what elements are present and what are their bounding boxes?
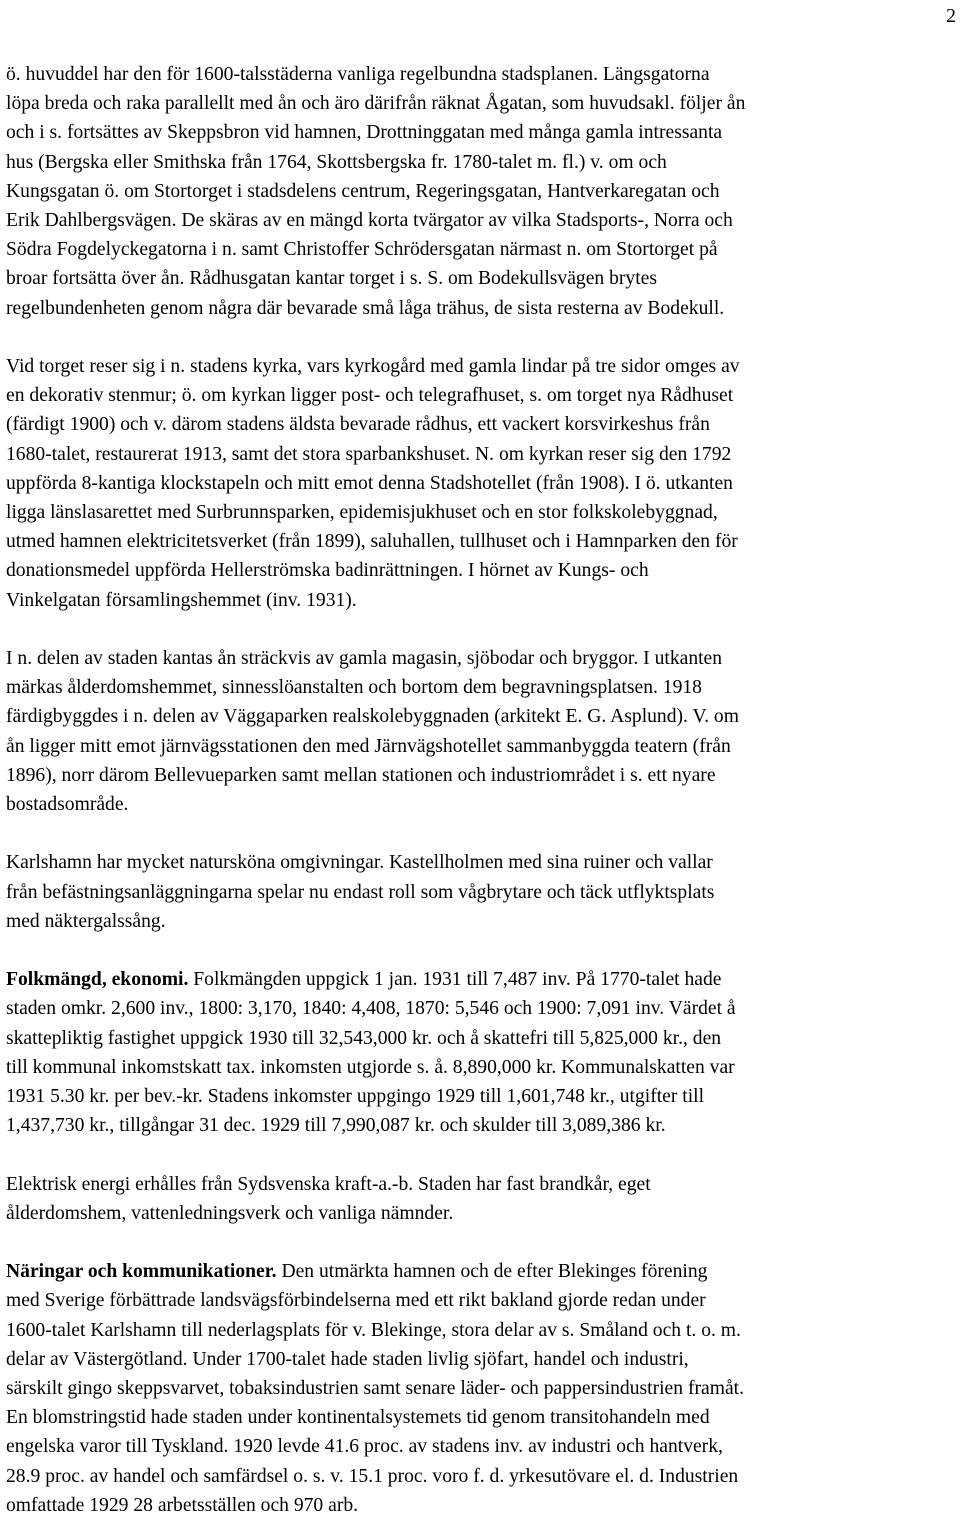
paragraph-population-economy <box>6 965 956 1140</box>
text-line: 1896), norr därom Bellevueparken samt mellan stationen och industriområdet i s. ett nyare <box>6 764 716 786</box>
text-line: uppförda 8-kantiga klockstapeln och mitt emot denna Stadshotellet (från 1908). I ö. utkanten <box>6 472 733 494</box>
text-line: regelbundenheten genom några där bevarade små låga trähus, de sista resterna av Bodekull. <box>6 297 725 319</box>
paragraph-trade-communications <box>6 1257 956 1520</box>
page-number: 2 <box>946 5 956 27</box>
text-line: till kommunal inkomstskatt tax. inkomsten utgjorde s. å. 8,890,000 kr. Kommunalskatten var <box>6 1056 735 1078</box>
text-line: staden omkr. 2,600 inv., 1800: 3,170, 1840: 4,408, 1870: 5,546 och 1900: 7,091 inv. Värdet å <box>6 998 736 1020</box>
text-line: 1,437,730 kr., tillgångar 31 dec. 1929 till 7,990,087 kr. och skulder till 3,089,386 kr. <box>6 1115 666 1137</box>
text-line: särskilt gingo skeppsvarvet, tobaksindustrien samt senare läder- och pappersindustrien framåt. <box>6 1378 744 1400</box>
text-line: 1931 5.30 kr. per bev.-kr. Stadens inkomster uppgingo 1929 till 1,601,748 kr., utgifter till <box>6 1086 705 1108</box>
paragraph-north-district <box>6 644 956 819</box>
paragraph-utilities <box>6 1170 956 1228</box>
text-line: engelska varor till Tyskland. 1920 levde 41.6 proc. av stadens inv. av industri och hantverk, <box>6 1436 723 1458</box>
text-line: löpa breda och raka parallellt med ån och äro därifrån räknat Ågatan, som huvudsakl. följer ån <box>6 93 746 115</box>
text-line: ö. huvuddel har den för 1600-talsstäderna vanliga regelbundna stadsplanen. Längsgatorna <box>6 64 710 85</box>
text-line: från befästningsanläggningarna spelar nu endast roll som vågbrytare och täck utflyktsplats <box>6 881 715 903</box>
text-line: delar av Västergötland. Under 1700-talet hade staden livlig sjöfart, handel och industri, <box>6 1348 689 1370</box>
text-line: bostadsområde. <box>6 794 129 816</box>
text-line: I n. delen av staden kantas ån sträckvis av gamla magasin, sjöbodar och bryggor. I utkanten <box>6 648 723 670</box>
paragraph-surroundings <box>6 848 956 936</box>
text-line: utmed hamnen elektricitetsverket (från 1899), saluhallen, tullhuset och i Hamnparken den för <box>6 531 738 553</box>
paragraph-street-plan <box>6 60 956 323</box>
text-line: Kungsgatan ö. om Stortorget i stadsdelens centrum, Regeringsgatan, Hantverkaregatan och <box>6 180 720 202</box>
text-line: ån ligger mitt emot järnvägsstationen den med Järnvägshotellet sammanbyggda teatern (från <box>6 735 731 757</box>
text-line: Södra Fogdelyckegatorna i n. samt Christoffer Schrödersgatan närmast n. om Stortorget på <box>6 239 718 261</box>
text-line: och i s. fortsättes av Skeppsbron vid hamnen, Drottninggatan med många gamla intressanta <box>6 122 723 144</box>
text-line: Erik Dahlbergsvägen. De skäras av en mängd korta tvärgator av vilka Stadsports-, Norra och <box>6 210 733 232</box>
text-line: med Sverige förbättrade landsvägsförbindelserna med ett rikt bakland gjorde redan under <box>6 1290 706 1312</box>
text-line: (färdigt 1900) och v. därom stadens äldsta bevarade rådhus, ett vackert korsvirkeshus från <box>6 414 710 436</box>
text-line: En blomstringstid hade staden under kontinentalsystemets tid genom transitohandeln med <box>6 1407 710 1429</box>
text-line: Elektrisk energi erhålles från Sydsvenska kraft-a.-b. Staden har fast brandkår, eget <box>6 1173 651 1195</box>
text-line: 1680-talet, restaurerat 1913, samt det stora sparbankshuset. N. om kyrkan reser sig den 1792 <box>6 443 732 465</box>
text-line: Folkmängden uppgick 1 jan. 1931 till 7,487 inv. På 1770-talet hade <box>188 969 722 991</box>
text-line: ligga länslasarettet med Surbrunnsparken, epidemisjukhuset och en stor folkskolebyggnad, <box>6 502 718 524</box>
text-line: 28.9 proc. av handel och samfärdsel o. s. v. 15.1 proc. voro f. d. yrkesutövare el. d. Industrien <box>6 1465 739 1487</box>
text-line: broar fortsätta över ån. Rådhusgatan kantar torget i s. S. om Bodekullsvägen brytes <box>6 268 657 290</box>
text-line: Vid torget reser sig i n. stadens kyrka, vars kyrkogård med gamla lindar på tre sidor omges av <box>6 356 740 378</box>
document-body <box>6 60 956 1520</box>
text-line: ålderdomshem, vattenledningsverk och vanliga nämnder. <box>6 1202 454 1224</box>
text-line: omfattade 1929 28 arbetsställen och 970 arb. <box>6 1494 359 1516</box>
text-line: med näktergalssång. <box>6 910 166 932</box>
text-line: 1600-talet Karlshamn till nederlagsplats för v. Blekinge, stora delar av s. Småland och t. o. m. <box>6 1319 741 1341</box>
text-line: Vinkelgatan församlingshemmet (inv. 1931). <box>6 589 357 611</box>
section-heading: Näringar och kommunikationer. <box>6 1261 277 1283</box>
text-line: färdigbyggdes i n. delen av Väggaparken realskolebyggnaden (arkitekt E. G. Asplund). V. om <box>6 706 739 728</box>
text-line: donationsmedel uppförda Hellerströmska badinrättningen. I hörnet av Kungs- och <box>6 560 649 582</box>
text-line: märkas ålderdomshemmet, sinnesslöanstalten och bortom dem begravningsplatsen. 1918 <box>6 677 702 699</box>
text-line: skattepliktig fastighet uppgick 1930 till 32,543,000 kr. och å skattefri till 5,825,000 kr., den <box>6 1027 722 1049</box>
text-line: en dekorativ stenmur; ö. om kyrkan ligger post- och telegrafhuset, s. om torget nya Rådhuset <box>6 385 734 407</box>
text-line: hus (Bergska eller Smithska från 1764, Skottsbergska fr. 1780-talet m. fl.) v. om och <box>6 151 667 173</box>
text-line: Karlshamn har mycket natursköna omgivningar. Kastellholmen med sina ruiner och vallar <box>6 852 713 874</box>
paragraph-square-buildings <box>6 352 956 615</box>
section-heading: Folkmängd, ekonomi. <box>6 969 189 991</box>
text-line: Den utmärkta hamnen och de efter Blekinges förening <box>276 1261 708 1283</box>
